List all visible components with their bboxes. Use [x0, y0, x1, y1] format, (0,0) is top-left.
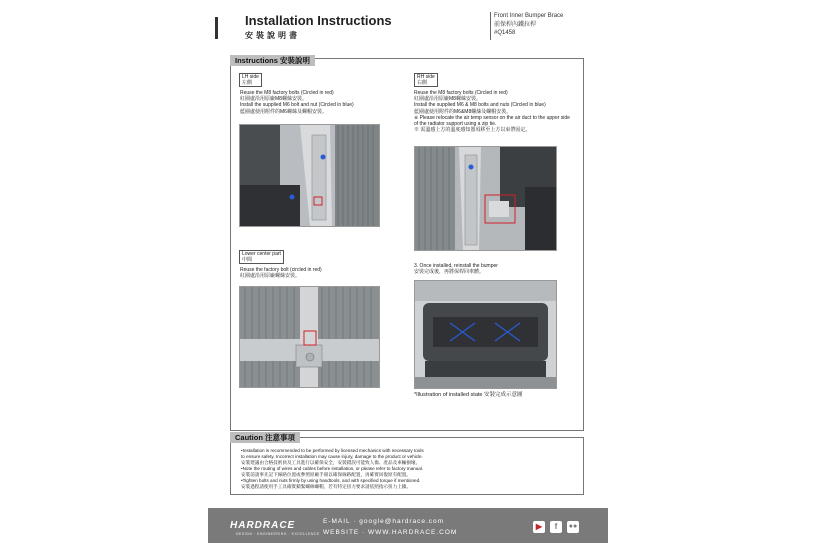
- step3-line: 安裝完成後，再將保桿回車體。: [414, 269, 485, 276]
- lh-line: 藍圈處使用附件的M6螺絲及螺帽安裝。: [240, 108, 327, 115]
- center-text: [240, 267, 322, 279]
- header-divider: [490, 12, 491, 40]
- footer: [208, 508, 608, 543]
- caution-line: 安裝前請事先記下線路位置或參照原廠手冊以確保線路配置，再確實回復原有配置。: [241, 472, 411, 477]
- product-name-cn: 前保桿內鐵拉桿: [494, 21, 537, 28]
- center-photo: [239, 286, 380, 388]
- rh-label-en: RH side: [417, 74, 435, 80]
- lh-line: Install the supplied M6 bolt and nut (Circled in blue): [240, 102, 354, 109]
- rh-photo: [414, 146, 557, 251]
- lh-line: Reuse the M8 factory bolts (Circled in red): [240, 90, 334, 96]
- page-subtitle: 安裝說明書: [245, 31, 300, 40]
- lh-text: [240, 90, 354, 115]
- page-title: Installation Instructions: [245, 13, 392, 28]
- email-link[interactable]: google@hardrace.com: [359, 518, 445, 525]
- lh-photo-illustration: [240, 125, 379, 226]
- caution-line: •Note the routing of wires and cables before installation, or please refer to factory manual.: [241, 466, 424, 471]
- rh-label: [414, 73, 438, 87]
- caution-line: •Installation is recommended to be performed by licensed mechanics with necessary tools: [241, 448, 424, 453]
- lh-label-cn: 左側: [242, 80, 253, 86]
- rh-line: Reuse the M8 factory bolts (Circled in red): [414, 90, 508, 96]
- email-label: E-MAIL: [323, 518, 351, 525]
- rh-line: Install the supplied M6 & M8 bolts and nuts (Circled in blue): [414, 102, 546, 109]
- caution-line: 安裝過程請使用手工具確實鎖緊螺絲螺帽，若有特定扭力要求請依照指示扭力上鎖。: [241, 484, 411, 489]
- installed-caption: *Illustration of installed state 安裝完成示意圖: [414, 392, 523, 398]
- center-photo-illustration: [240, 287, 379, 387]
- rh-line: 紅圈處沿用原廠M8螺絲安裝。: [414, 96, 481, 103]
- step3-text: [414, 263, 498, 275]
- center-label-en: Lower center part: [242, 251, 281, 257]
- youtube-icon[interactable]: ▶: [533, 521, 545, 533]
- brand-tagline: DESIGN · ENGINEERING · EXCELLENCE: [236, 532, 320, 536]
- center-line: 紅圈處沿用原廠螺絲安裝。: [240, 273, 301, 280]
- center-label: [239, 250, 284, 264]
- caution-line: to ensure safety. Incorrect installation may cause injury, damage to the product or vehicle.: [241, 454, 423, 459]
- website-link[interactable]: WWW.HARDRACE.COM: [368, 529, 458, 536]
- product-info: [494, 12, 563, 38]
- website-label: WEBSITE: [323, 529, 360, 536]
- header-accent-bar: [215, 17, 218, 39]
- instructions-heading: Instructions 安裝說明: [230, 55, 315, 66]
- lh-photo: [239, 124, 380, 227]
- facebook-icon[interactable]: f: [550, 521, 562, 533]
- caution-heading: Caution 注意事項: [230, 432, 300, 443]
- rh-line: 藍圈處使用附件的M6&M8螺絲及螺帽安裝。: [414, 108, 512, 115]
- lh-label-en: LH side: [242, 74, 259, 80]
- rh-text: [414, 90, 570, 133]
- rh-photo-illustration: [415, 147, 556, 250]
- lh-line: 紅圈處沿用原廠M8螺絲安裝。: [240, 96, 307, 103]
- instruction-sheet: [208, 0, 608, 543]
- installed-photo: [414, 280, 557, 389]
- brand-logo: HARDRACE: [230, 520, 296, 531]
- center-label-cn: 中間: [242, 257, 253, 263]
- center-line: Reuse the factory bolt (circled in red): [240, 267, 322, 273]
- website-line: WEBSITE · WWW.HARDRACE.COM: [323, 529, 458, 536]
- caution-line: 安裝建議由合格技術員及工具進行以確保安全，安裝錯誤可能致人傷、產品及車輛損壞。: [241, 460, 421, 465]
- part-number: #Q1458: [494, 30, 516, 36]
- rh-line: of the radiator support using a zip tie.: [414, 121, 497, 128]
- lh-label: [239, 73, 262, 87]
- wechat-icon[interactable]: ●●: [567, 521, 579, 533]
- rh-line: ※ Please relocate the air temp sensor on the air duct to the upper side: [414, 114, 570, 121]
- installed-photo-illustration: [415, 281, 556, 388]
- rh-line: ※ 需溫感上方的溫度感知器須移至上方以束帶固定。: [414, 127, 531, 134]
- step3-line: 3. Once installed, reinstall the bumper: [414, 263, 498, 269]
- caution-text: [241, 448, 486, 490]
- product-name: Front Inner Bumper Brace: [494, 13, 564, 19]
- rh-label-cn: 右側: [417, 80, 428, 86]
- email-line: E-MAIL · google@hardrace.com: [323, 518, 445, 525]
- caution-line: •Tighten bolts and nuts firmly by using handtools, and with specified torque if mentioned.: [241, 478, 421, 483]
